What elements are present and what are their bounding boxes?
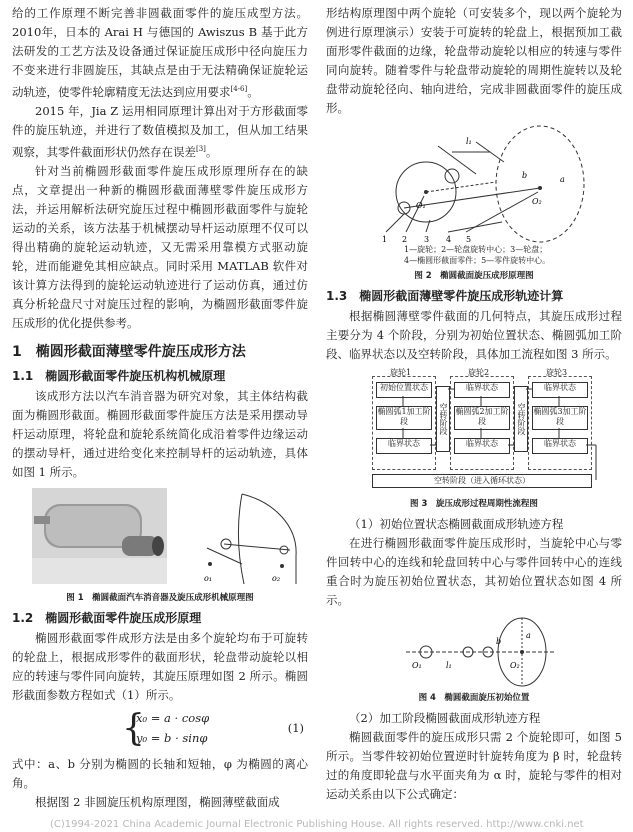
flow-box-crit1: 临界状态 — [376, 438, 432, 454]
paragraph: 椭圆截面零件的旋压成形只需 2 个旋轮即可，如图 5 所示。当零件较初始位置逆时针旋转角度为 β 时，轮盘转过的角度即轮盘与水平面夹角为 α 时，旋轮与零件的相对运动关系由以下公式确定： — [326, 730, 622, 801]
figure-2 — [326, 122, 622, 244]
label-o1: O₁ — [412, 661, 422, 670]
section-heading: 1 椭圆形截面薄壁零件旋压成形方法 — [12, 343, 246, 360]
paragraph: 在进行椭圆形截面零件旋压成形时，当旋轮中心与零件回转中心的连线和轮盘回转中心与零件回转中心的连线重合时为旋压初始位置状态，其初始位置状态如图 4 所示。 — [326, 536, 622, 607]
column-title: 旋轮3 — [546, 368, 568, 377]
paragraph: 式中：a、b 分别为椭圆的长轴和短轴，φ 为椭圆的离心角。 — [12, 756, 308, 790]
label-o2: O₂ — [532, 197, 542, 206]
label-b: b — [496, 637, 502, 646]
subsection-heading: 1.3 椭圆形截面薄壁零件旋压成形轨迹计算 — [326, 289, 564, 303]
subsection-heading: 1.1 椭圆形截面零件旋压机构机械原理 — [12, 368, 226, 383]
paragraph: 形结构原理图中两个旋轮（可安装多个，现以两个旋轮为例进行原理演示）安装于可旋转的轮盘上，根据预加工截面形零件截面的边缘，轮盘带动旋轮以相应的转速与零件同向旋转。随着零件与轮盘带动旋轮的周期性旋转以及轮盘带动旋轮径向、轴向进给，完成非圆截面零件的旋压成形。 — [326, 6, 622, 115]
label-a: a — [526, 631, 531, 640]
label-l1: l₁ — [446, 661, 452, 670]
flow-box-arc1: 椭圆弧1加工阶段 — [376, 406, 432, 430]
figure-2-drawing — [326, 122, 622, 244]
label-3: 3 — [424, 235, 430, 244]
flow-box-idle2: 空转阶段 — [514, 386, 528, 452]
label-o1: O₁ — [416, 201, 426, 210]
copyright-footer: (C)1994-2021 China Academic Journal Electronic Publishing House. All rights reserved. http://www.cnki.net — [50, 819, 584, 830]
paragraph: 椭圆形截面零件成形方法是由多个旋轮均布于可旋转的轮盘上，根据成形零件的截面形状，轮盘带动旋轮以相应的转速与零件同向旋转，其旋压原理如图 2 所示。椭圆形截面参数方程如式（1）所示。 — [12, 630, 308, 702]
column-title: 旋轮1 — [390, 368, 412, 377]
figure-4 — [326, 614, 622, 688]
paragraph: 针对当前椭圆形截面零件旋压成形原理所存在的缺点，文章提出一种新的椭圆形截面薄壁零件旋压成形方法，并运用解析法研究旋压过程中椭圆形截面零件与旋轮运动的关系，该方法基于机械摆动导杆运动原理不仅可以得出精确的旋轮运动轨迹，又无需采用靠模方式驱动旋轮，进而能避免其相应缺点。同时采用 MATLAB 软件对该计算方法得到的旋轮运动轨迹进行了运动仿真，通过仿真分析轮盘尺寸对旋压过程的影响，为椭圆形截面零件旋压成形的优化提供参考。 — [12, 163, 308, 330]
label-b: b — [522, 171, 528, 180]
equation-line: x₀ = a · cosφ — [136, 710, 210, 725]
paragraph: 给的工作原理不断完善非圆截面零件的旋压成型方法。2010年，日本的 Arai H 与德国的 Awiszus B 基于此方法研发的工艺方法及设备通过保证旋压成形中径向旋压力不变来进行非圆旋压，其缺点是由于无法精确保证旋轮运动轨迹，使零件轮廓精度无法达到应用要求[4-6]。 — [12, 6, 308, 99]
equation-line: y₀ = b · sinφ — [136, 730, 208, 745]
figure-1-caption: 图 1 椭圆截面汽车消音器及旋压成形机械原理图 — [66, 592, 254, 603]
flow-box-idle1: 空转阶段 — [436, 386, 450, 452]
figure-3-flowchart — [326, 370, 622, 494]
label-l1: l₁ — [466, 137, 472, 146]
figure-1-drawing — [12, 486, 308, 588]
label-5: 5 — [466, 235, 472, 244]
paragraph: 根据椭圆薄壁零件截面的几何特点，其旋压成形过程主要分为 4 个阶段，分别为初始位置状态、椭圆弧加工阶段、临界状态以及空转阶段，具体加工流程如图 3 所示。 — [326, 309, 622, 361]
label-o2: O₂ — [510, 661, 520, 670]
figure-4-drawing — [326, 614, 622, 688]
label-4: 4 — [446, 235, 452, 244]
label-a: a — [560, 175, 565, 184]
flow-box-crit2a: 临界状态 — [454, 382, 510, 398]
figure-3-caption: 图 3 旋压成形过程周期性流程图 — [410, 499, 538, 509]
figure-1 — [12, 486, 308, 588]
flow-box-crit2b: 临界状态 — [454, 438, 510, 454]
figure-2-caption: 图 2 椭圆截面旋压成形原理图 — [414, 271, 534, 281]
label-1: 1 — [382, 235, 388, 244]
flow-box-init: 初始位置状态 — [376, 382, 432, 398]
figure-4-caption: 图 4 椭圆截面旋压初始位置 — [418, 693, 530, 703]
subheading: （2）加工阶段椭圆截面成形轨迹方程 — [349, 711, 541, 725]
label-o1: o₁ — [204, 573, 213, 583]
subheading: （1）初始位置状态椭圆截面成形轨迹方程 — [349, 517, 564, 531]
paragraph: 根据图 2 非圆旋压机构原理图，椭圆薄壁截面成 — [35, 794, 280, 809]
figure-2-legend: 1—旋轮；2—轮盘旋转中心；3—轮盘； 4—椭圆形截面零件；5—零件旋转中心。 — [404, 245, 551, 265]
equation-1: { x₀ = a · cosφ y₀ = b · sinφ (1) — [122, 707, 304, 749]
flow-box-crit3a: 临界状态 — [532, 382, 588, 398]
paragraph: 该成形方法以汽车消音器为研究对象，其主体结构截面为椭圆形截面。椭圆形截面零件旋压方法是采用摆动导杆运动原理，将轮盘和旋轮系统简化成沿着零件边缘运动的摆动导杆，通过进给变化来控制导杆的运动轨迹，具体如图 1 所示。 — [12, 388, 308, 479]
paragraph: 2015 年，Jia Z 运用相同原理计算出对于方形截面零件的旋压轨迹，并进行了数值模拟及加工，但从加工结果观察，其零件截面形状仍然存在误差[3]。 — [12, 103, 308, 159]
right-column — [326, 4, 622, 804]
column-title: 旋轮2 — [468, 368, 490, 377]
left-column — [12, 4, 308, 812]
label-o2: o₂ — [272, 573, 281, 583]
flow-box-idle-loop: 空转阶段（进入循环状态） — [372, 474, 592, 488]
subsection-heading: 1.2 椭圆形截面零件旋压成形原理 — [12, 610, 202, 625]
flow-box-arc2: 椭圆弧2加工阶段 — [454, 406, 510, 430]
equation-number: (1) — [287, 720, 304, 735]
flow-box-crit3b: 临界状态 — [532, 438, 588, 454]
flow-box-arc3: 椭圆弧3加工阶段 — [532, 406, 588, 430]
label-2: 2 — [402, 235, 408, 244]
